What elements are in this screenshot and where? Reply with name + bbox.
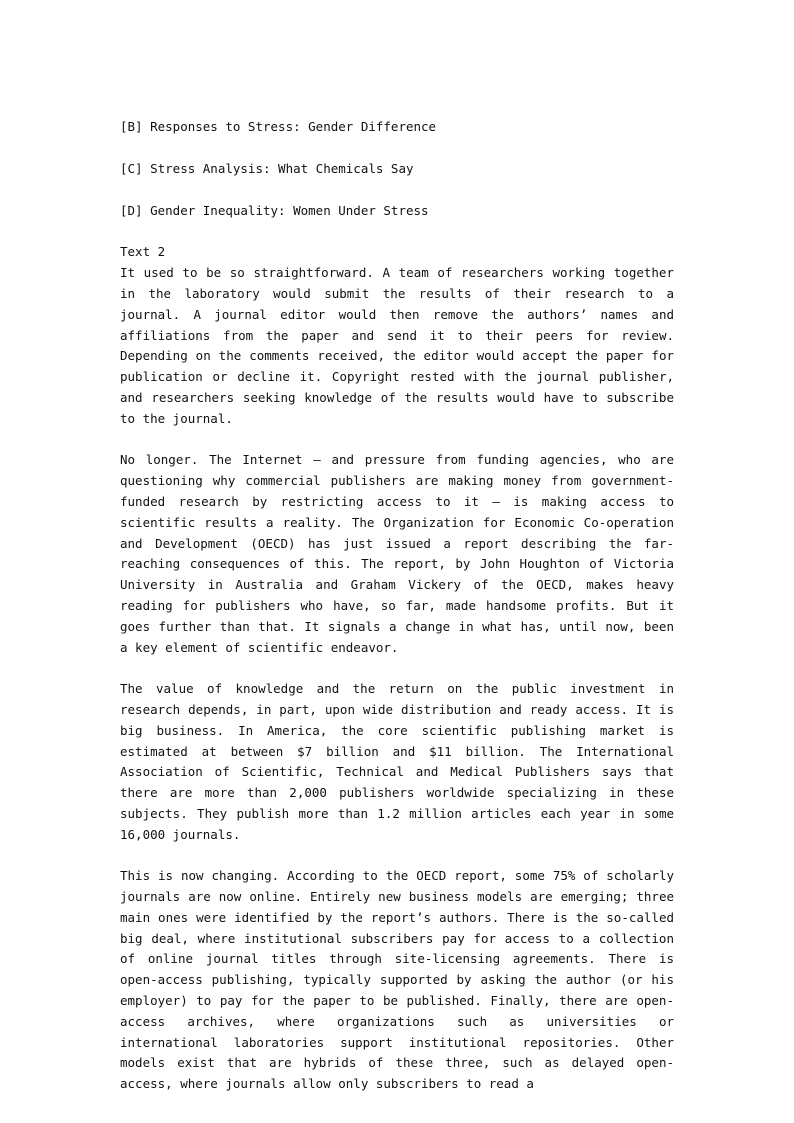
answer-option-c: [C] Stress Analysis: What Chemicals Say (120, 160, 414, 176)
answer-option-d: [D] Gender Inequality: Women Under Stress (120, 202, 429, 218)
document-page (120, 117, 674, 1116)
section-label: Text 2 (120, 244, 166, 260)
paragraph: The value of knowledge and the return on the public investment in research depends, in part, upon wide distribution and ready access. It is big business. In America, the core scientific publishing market is estimated at between $7 billion and $11 billion. The International Association of Scientific, Technical and Medical Publishers says that there are more than 2,000 publishers worldwide specializing in these subjects. They publish more than 1.2 million articles each year in some 16,000 journals. (120, 681, 674, 842)
answer-option-b: [B] Responses to Stress: Gender Difference (120, 119, 437, 134)
paragraph: No longer. The Internet — and pressure from funding agencies, who are questioning why commercial publishers are making money from government-funded research by restricting access to it — is making access to scientific results a reality. The Organization for Economic Co-operation and Development (OECD) has just issued a report describing the far-reaching consequences of this. The report, by John Houghton of Victoria University in Australia and Graham Vickery of the OECD, makes heavy reading for publishers who have, so far, made handsome profits. But it goes further than that. It signals a change in what has, until now, been a key element of scientific endeavor. (120, 452, 674, 655)
paragraph: It used to be so straightforward. A team of researchers working together in the laboratory would submit the results of their research to a journal. A journal editor would then remove the authors’ names and affiliations from the paper and send it to their peers for review. Depending on the comments received, the editor would accept the paper for publication or decline it. Copyright rested with the journal publisher, and researchers seeking knowledge of the results would have to subscribe to the journal. (120, 265, 674, 426)
paragraph: This is now changing. According to the OECD report, some 75% of scholarly journals are now online. Entirely new business models are emerging; three main ones were identified by the report’s authors. There is the so-called big deal, where institutional subscribers pay for access to a collection of online journal titles through site-licensing agreements. There is open-access publishing, typically supported by asking the author (or his employer) to pay for the paper to be published. Finally, there are open-access archives, where organizations such as universities or international laboratories support institutional repositories. Other models exist that are hybrids of these three, such as delayed open-access, where journals allow only subscribers to read a (120, 868, 674, 1092)
